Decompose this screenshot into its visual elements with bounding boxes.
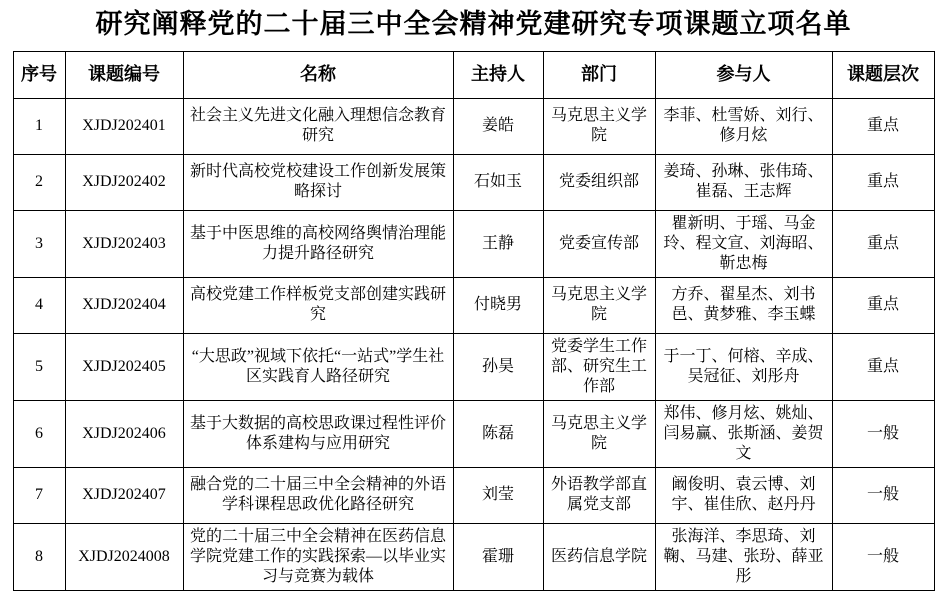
table-row xyxy=(13,400,934,467)
cell-code: XJDJ202401 xyxy=(65,98,183,154)
cell-name: 基于大数据的高校思政课过程性评价体系建构与应用研究 xyxy=(183,400,453,467)
cell-level: 重点 xyxy=(832,277,934,333)
table-header-row xyxy=(13,51,934,98)
cell-level: 一般 xyxy=(832,400,934,467)
cell-index: 4 xyxy=(13,277,65,333)
table-row xyxy=(13,210,934,277)
table-row xyxy=(13,277,934,333)
cell-department: 马克思主义学院 xyxy=(543,400,655,467)
cell-name: 社会主义先进文化融入理想信念教育研究 xyxy=(183,98,453,154)
page-title: 研究阐释党的二十届三中全会精神党建研究专项课题立项名单 xyxy=(95,9,852,39)
cell-host: 陈磊 xyxy=(453,400,543,467)
cell-department: 马克思主义学院 xyxy=(543,277,655,333)
cell-members: 李菲、杜雪娇、刘行、修月炫 xyxy=(655,98,832,154)
cell-department: 党委宣传部 xyxy=(543,210,655,277)
cell-department: 马克思主义学院 xyxy=(543,98,655,154)
column-header-name: 名称 xyxy=(183,51,453,98)
project-list-table xyxy=(13,51,935,591)
cell-host: 霍珊 xyxy=(453,523,543,590)
cell-level: 重点 xyxy=(832,210,934,277)
cell-name: “大思政”视域下依托“一站式”学生社区实践育人路径研究 xyxy=(183,333,453,400)
cell-members: 于一丁、何榕、辛成、吴冠征、刘彤舟 xyxy=(655,333,832,400)
cell-department: 党委学生工作部、研究生工作部 xyxy=(543,333,655,400)
cell-department: 党委组织部 xyxy=(543,154,655,210)
cell-index: 8 xyxy=(13,523,65,590)
cell-host: 付晓男 xyxy=(453,277,543,333)
cell-index: 2 xyxy=(13,154,65,210)
cell-level: 一般 xyxy=(832,523,934,590)
cell-host: 王静 xyxy=(453,210,543,277)
cell-name: 党的二十届三中全会精神在医药信息学院党建工作的实践探索—以毕业实习与竞赛为载体 xyxy=(183,523,453,590)
cell-code: XJDJ202402 xyxy=(65,154,183,210)
cell-code: XJDJ202404 xyxy=(65,277,183,333)
cell-index: 3 xyxy=(13,210,65,277)
cell-host: 刘莹 xyxy=(453,467,543,523)
cell-code: XJDJ2024008 xyxy=(65,523,183,590)
cell-index: 1 xyxy=(13,98,65,154)
column-header-members: 参与人 xyxy=(655,51,832,98)
cell-code: XJDJ202405 xyxy=(65,333,183,400)
cell-members: 郑伟、修月炫、姚灿、闫易赢、张斯涵、姜贺文 xyxy=(655,400,832,467)
cell-index: 5 xyxy=(13,333,65,400)
cell-code: XJDJ202407 xyxy=(65,467,183,523)
cell-host: 孙昊 xyxy=(453,333,543,400)
table-row xyxy=(13,467,934,523)
cell-level: 重点 xyxy=(832,333,934,400)
cell-department: 医药信息学院 xyxy=(543,523,655,590)
cell-name: 新时代高校党校建设工作创新发展策略探讨 xyxy=(183,154,453,210)
cell-host: 姜皓 xyxy=(453,98,543,154)
cell-members: 瞿新明、于瑶、马金玲、程文宣、刘海昭、靳忠梅 xyxy=(655,210,832,277)
cell-name: 融合党的二十届三中全会精神的外语学科课程思政优化路径研究 xyxy=(183,467,453,523)
column-header-level: 课题层次 xyxy=(832,51,934,98)
column-header-index: 序号 xyxy=(13,51,65,98)
cell-code: XJDJ202403 xyxy=(65,210,183,277)
column-header-host: 主持人 xyxy=(453,51,543,98)
cell-name: 高校党建工作样板党支部创建实践研究 xyxy=(183,277,453,333)
cell-members: 张海洋、李思琦、刘鞠、马建、张玢、薛亚彤 xyxy=(655,523,832,590)
cell-index: 7 xyxy=(13,467,65,523)
cell-members: 方乔、翟星杰、刘书邑、黄梦雅、李玉蝶 xyxy=(655,277,832,333)
cell-level: 重点 xyxy=(832,98,934,154)
cell-index: 6 xyxy=(13,400,65,467)
cell-host: 石如玉 xyxy=(453,154,543,210)
table-header xyxy=(13,51,934,98)
cell-department: 外语教学部直属党支部 xyxy=(543,467,655,523)
cell-members: 姜琦、孙琳、张伟琦、崔磊、王志辉 xyxy=(655,154,832,210)
table-body xyxy=(13,98,934,590)
table-row xyxy=(13,333,934,400)
table-row xyxy=(13,98,934,154)
cell-members: 阚俊明、袁云博、刘宇、崔佳欣、赵丹丹 xyxy=(655,467,832,523)
cell-code: XJDJ202406 xyxy=(65,400,183,467)
cell-level: 一般 xyxy=(832,467,934,523)
table-row xyxy=(13,523,934,590)
cell-name: 基于中医思维的高校网络舆情治理能力提升路径研究 xyxy=(183,210,453,277)
cell-level: 重点 xyxy=(832,154,934,210)
column-header-code: 课题编号 xyxy=(65,51,183,98)
column-header-department: 部门 xyxy=(543,51,655,98)
table-row xyxy=(13,154,934,210)
